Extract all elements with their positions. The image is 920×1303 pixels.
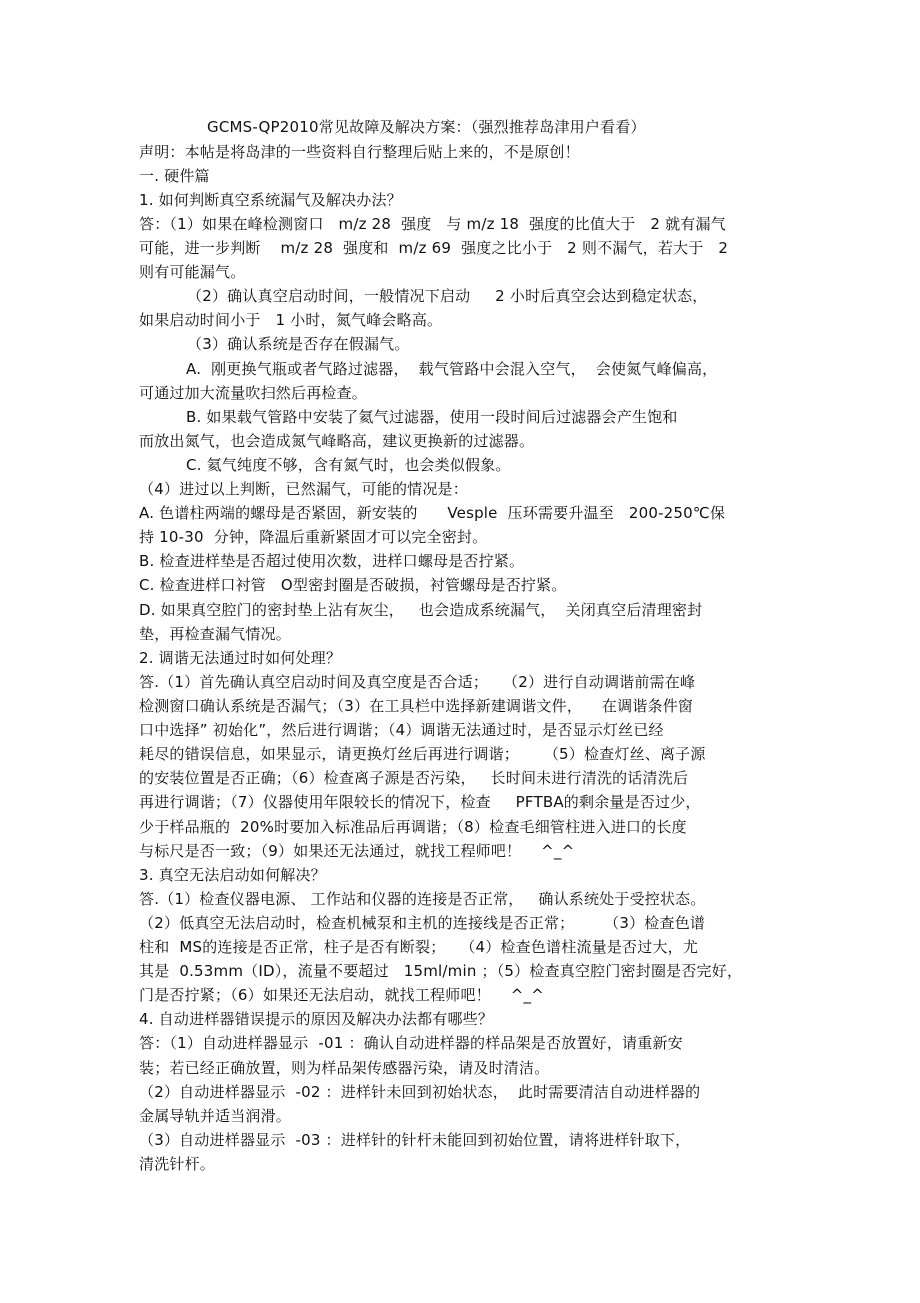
text-line: 则有可能漏气。 [139, 263, 246, 281]
text-line: 与标尺是否一致；（9）如果还无法通过，就找工程师吧！ ^_^ [139, 842, 575, 860]
text-line: 答：（1）自动进样器显示 -01 ：确认自动进样器的样品架是否放置好，请重新安 [139, 1034, 683, 1052]
text-line: 答：（1）如果在峰检测窗口 m/z 28 强度 与 m/z 18 强度的比值大于 2 就有漏气 [139, 215, 726, 233]
text-line: （2）确认真空启动时间，一般情况下启动 2 小时后真空会达到稳定状态， [187, 287, 708, 305]
text-line: 声明：本帖是将岛津的一些资料自行整理后贴上来的，不是原创！ [139, 143, 580, 161]
question-heading: 2. 调谐无法通过时如何处理？ [139, 649, 342, 667]
question-heading: 4. 自动进样器错误提示的原因及解决办法都有哪些？ [139, 1010, 494, 1028]
section-heading: 一. 硬件篇 [139, 167, 210, 185]
text-line: D. 如果真空腔门的密封垫上沾有灰尘， 也会造成系统漏气， 关闭真空后清理密封 [139, 601, 703, 619]
text-line: 答.（1）检查仪器电源、 工作站和仪器的连接是否正常， 确认系统处于受控状态。 [139, 890, 706, 908]
text-line: 如果启动时间小于 1 小时，氮气峰会略高。 [139, 311, 443, 329]
text-line: C. 氦气纯度不够，含有氮气时，也会类似假象。 [186, 456, 511, 474]
text-line: 持 10-30 分钟，降温后重新紧固才可以完全密封。 [139, 528, 488, 546]
text-line: 门是否拧紧；（6）如果还无法启动，就找工程师吧！ ^_^ [139, 986, 544, 1004]
question-heading: 1. 如何判断真空系统漏气及解决办法？ [139, 191, 402, 209]
text-line: B. 检查进样垫是否超过使用次数，进样口螺母是否拧紧。 [139, 552, 525, 570]
text-line: 柱和 MS的连接是否正常，柱子是否有断裂； （4）检查色谱柱流量是否过大，尤 [139, 938, 699, 956]
text-line: （3）自动进样器显示 -03 ：进样针的针杆未能回到初始位置，请将进样针取下， [139, 1131, 691, 1149]
document-title: GCMS-QP2010常见故障及解决方案：（强烈推荐岛津用户看看） [207, 118, 646, 136]
text-line: A. 刚更换气瓶或者气路过滤器， 载气管路中会混入空气， 会使氮气峰偏高， [186, 360, 718, 378]
text-line: 清洗针杆。 [139, 1155, 216, 1173]
text-line: 检测窗口确认系统是否漏气；（3）在工具栏中选择新建调谐文件， 在调谐条件窗 [139, 697, 694, 715]
text-line: B. 如果载气管路中安装了氦气过滤器，使用一段时间后过滤器会产生饱和 [186, 408, 678, 426]
text-line: 口中选择” 初始化”，然后进行调谐；（4）调谐无法通过时，是否显示灯丝已经 [139, 721, 664, 739]
text-line: C. 检查进样口衬管 O型密封圈是否破损，衬管螺母是否拧紧。 [139, 576, 567, 594]
text-line: A. 色谱柱两端的螺母是否紧固，新安装的 Vesple 压环需要升温至 200-250℃保 [139, 504, 726, 522]
text-line: 耗尽的错误信息，如果显示，请更换灯丝后再进行调谐； （5）检查灯丝、离子源 [139, 745, 706, 763]
text-line: 其是 0.53mm（ID），流量不要超过 15ml/min ；（5）检查真空腔门密封圈是否完好， [139, 962, 743, 980]
text-line: 垫，再检查漏气情况。 [139, 625, 292, 643]
text-line: （2）自动进样器显示 -02 ：进样针未回到初始状态， 此时需要清洁自动进样器的 [139, 1083, 701, 1101]
text-line: 答.（1）首先确认真空启动时间及真空度是否合适； （2）进行自动调谐前需在峰 [139, 673, 696, 691]
text-line: 装；若已经正确放置，则为样品架传感器污染，请及时清洁。 [139, 1059, 550, 1077]
text-line: 可通过加大流量吹扫然后再检查。 [139, 384, 368, 402]
text-line: （2）低真空无法启动时，检查机械泵和主机的连接线是否正常； （3）检查色谱 [139, 914, 706, 932]
question-heading: 3. 真空无法启动如何解决？ [139, 866, 326, 884]
text-line: （4）进过以上判断，已然漏气，可能的情况是： [139, 480, 468, 498]
text-line: 可能，进一步判断 m/z 28 强度和 m/z 69 强度之比小于 2 则不漏气，若大于 2 [139, 239, 729, 257]
text-line: 的安装位置是否正确；（6）检查离子源是否污染， 长时间未进行清洗的话清洗后 [139, 769, 689, 787]
text-line: （3）确认系统是否存在假漏气。 [187, 335, 410, 353]
text-line: 金属导轨并适当润滑。 [139, 1107, 292, 1125]
text-line: 再进行调谐；（7）仪器使用年限较长的情况下，检查 PFTBA的剩余量是否过少， [139, 793, 701, 811]
text-line: 少于样品瓶的 20%时要加入标准品后再调谐；（8）检查毛细管柱进入进口的长度 [139, 818, 687, 836]
text-line: 而放出氮气，也会造成氮气峰略高，建议更换新的过滤器。 [139, 432, 535, 450]
